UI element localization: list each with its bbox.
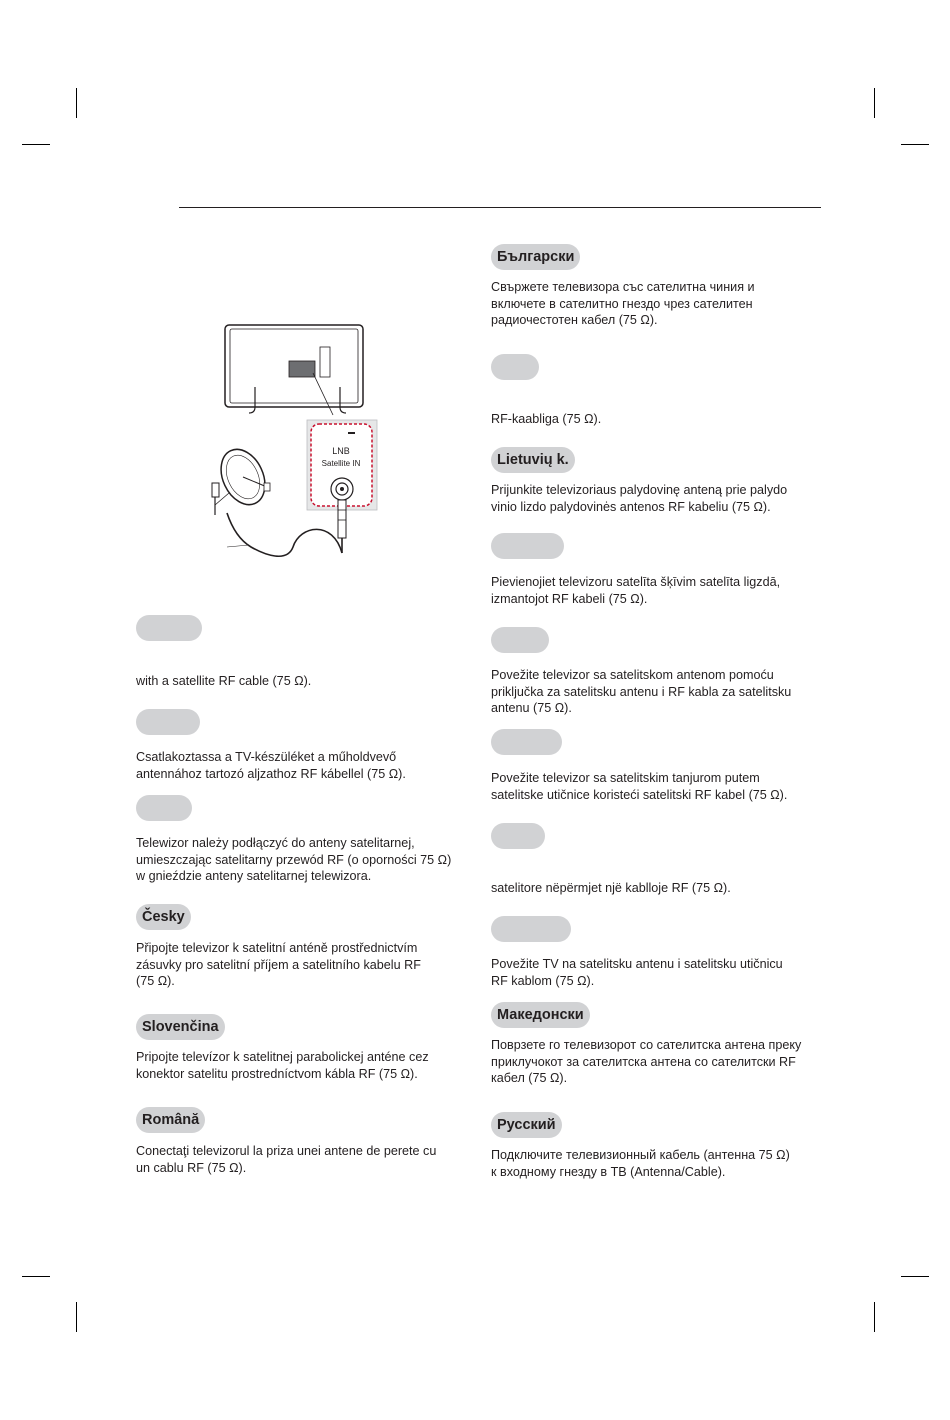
language-label [136,709,200,735]
satellite-in-label: Satellite IN [321,459,361,468]
body-line: zásuvky pro satelitní příjem a satelitního kabelu RF [136,957,421,972]
section-czech [136,904,421,990]
body-line: Povežite televizor sa satelitskim tanjurom putem [491,771,760,785]
body-line: к входному гнезду в ТВ (Antenna/Cable). [491,1164,726,1179]
section-estonian [491,354,601,428]
language-label [491,823,545,849]
body-line: Свържете телевизора със сателитна чиния и [491,280,755,294]
body-line: satelitske utičnice koristeći satelitski RF kabel (75 Ω). [491,787,788,802]
body-line: (75 Ω). [136,974,175,988]
body-line: with a satellite RF cable (75 Ω). [136,674,312,688]
language-label: Česky [136,904,191,930]
body-line: приклучокот за сателитска антена со сателитски RF [491,1054,796,1069]
body-line: Povežite televizor sa satelitskom antenom pomoću [491,668,774,682]
body-line: RF-kaabliga (75 Ω). [491,412,602,426]
body-line: satelitore nëpërmjet një kablloje RF (75 Ω). [491,881,731,895]
body-line: Conectaţi televizorul la priza unei antene de perete cu [136,1144,437,1158]
body-line: включете в сателитно гнездо чрез сателитен [491,296,753,311]
crop-mark [874,88,875,118]
section-bulgarian [491,244,755,329]
body-line: Подключите телевизионный кабель (антенна 75 Ω) [491,1148,790,1162]
language-label [136,795,192,821]
body-line: Pripojte televízor k satelitnej parabolickej anténe cez [136,1050,429,1064]
body-line: Připojte televizor k satelitní anténě prostřednictvím [136,941,418,955]
section-albanian [491,823,731,897]
crop-mark [76,88,77,118]
body-line: RF kablom (75 Ω). [491,973,595,988]
crop-mark [901,144,929,145]
satellite-connection-diagram [205,315,390,565]
body-line: priključka za satelitsku antenu i RF kabla za satelitsku [491,684,792,699]
body-line: antenu (75 Ω). [491,701,572,715]
crop-mark [76,1302,77,1332]
crop-mark [22,1276,50,1277]
body-line: vinio lizdo palydovinės antenos RF kabeliu (75 Ω). [491,499,771,514]
lnb-label: LNB [332,446,350,456]
language-label: Lietuvių k. [491,447,575,473]
body-line: umieszczając satelitarny przewód RF (o oporności 75 Ω) [136,852,452,867]
body-line: радиочестотен кабел (75 Ω). [491,313,658,327]
language-label [136,615,202,641]
section-slovak [136,1014,429,1082]
section-russian [491,1112,790,1180]
body-line: Csatlakoztassa a TV-készüléket a műholdvevő [136,750,397,764]
section-english [136,615,311,690]
crop-mark [874,1302,875,1332]
body-line: antennához tartozó aljzathoz RF kábellel (75 Ω). [136,766,406,781]
section-polish [136,795,451,885]
section-romanian [136,1107,436,1176]
body-line: izmantojot RF kabeli (75 Ω). [491,591,648,606]
body-line: konektor satelitu prostredníctvom kábla RF (75 Ω). [136,1066,418,1081]
language-label: Македонски [491,1002,590,1028]
body-line: w gnieździe anteny satelitarnej telewizora. [136,869,372,883]
section-croatian [491,729,787,803]
section-lithuanian [491,447,787,515]
section-serbian [491,627,791,717]
body-line: Pievienojiet televizoru satelīta šķīvim satelīta ligzdā, [491,575,781,589]
language-label [491,729,562,755]
body-line: Povežite TV na satelitsku antenu i satelitsku utičnicu [491,957,783,971]
language-label: Română [136,1107,205,1133]
tv-back-illustration [225,325,363,415]
language-label: Slovenčina [136,1014,225,1040]
body-line: Поврзете го телевизорот со сателитска антена преку [491,1038,802,1052]
language-label: Русский [491,1112,562,1138]
language-label [491,533,564,559]
section-macedonian [491,1002,801,1087]
language-label [491,354,539,380]
crop-mark [22,144,50,145]
lnb-port-zoom [307,420,377,510]
language-label: Български [491,244,580,270]
header-rule [179,207,821,208]
crop-mark [901,1276,929,1277]
body-line: Telewizor należy podłączyć do anteny satelitarnej, [136,836,415,850]
section-bosnian [491,916,783,989]
section-latvian [491,533,780,607]
language-label [491,627,549,653]
language-label [491,916,571,942]
satellite-dish-illustration [212,442,273,515]
body-line: кабел (75 Ω). [491,1071,568,1085]
body-line: un cablu RF (75 Ω). [136,1160,247,1175]
section-hungarian [136,709,406,782]
body-line: Prijunkite televizoriaus palydovinę anteną prie palydo [491,483,788,497]
